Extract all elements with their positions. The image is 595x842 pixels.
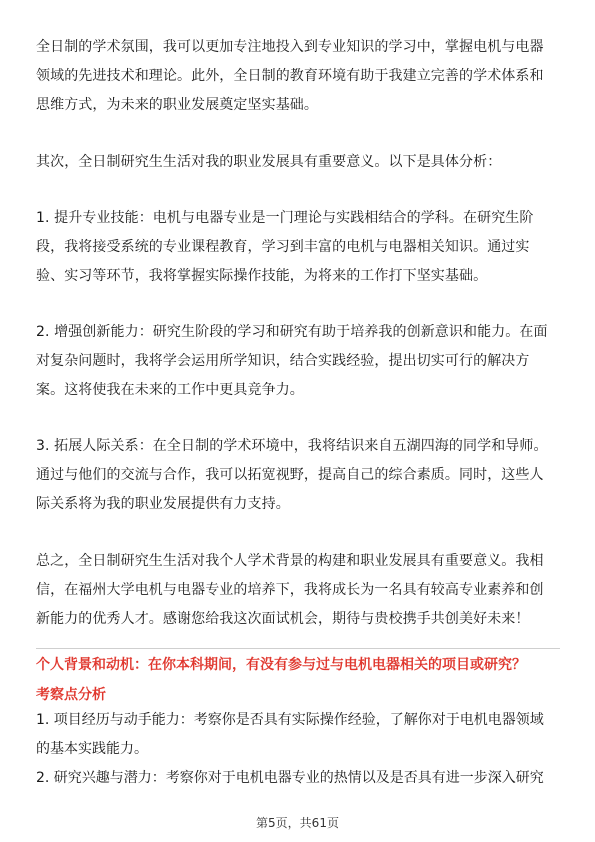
paragraph-point-3 [36,432,560,519]
section-divider [36,648,560,649]
text-line: 验、实习等环节，我将掌握实际操作技能，为将来的工作打下坚实基础。 [36,268,488,284]
text-line: 3. 拓展人际关系：在全日制的学术环境中，我将结识来自五湖四海的同学和导师。 [36,438,548,454]
text-line: 全日制的学术氛围，我可以更加专注地投入到专业知识的学习中，掌握电机与电器 [36,39,544,55]
text-line: 总之，全日制研究生生活对我个人学术背景的构建和职业发展具有重要意义。我相 [36,553,544,569]
analysis-list [36,706,560,793]
text-line: 其次，全日制研究生生活对我的职业发展具有重要意义。以下是具体分析： [36,154,502,170]
paragraph-point-2 [36,318,560,405]
text-line: 际关系将为我的职业发展提供有力支持。 [36,496,290,512]
paragraph-secondly [36,148,560,177]
text-line: 通过与他们的交流与合作，我可以拓宽视野，提高自己的综合素质。同时，这些人 [36,467,544,483]
text-line: 段，我将接受系统的专业课程教育，学习到丰富的电机与电器相关知识。通过实 [36,239,530,255]
paragraph-point-1 [36,204,560,291]
text-line: 领域的先进技术和理论。此外，全日制的教育环境有助于我建立完善的学术体系和 [36,68,544,84]
paragraph-conclusion [36,547,560,634]
text-line: 1. 提升专业技能：电机与电器专业是一门理论与实践相结合的学科。在研究生阶 [36,210,534,226]
text-line: 案。这将使我在未来的工作中更具竞争力。 [36,382,304,398]
page-number-footer: 第5页，共61页 [256,816,339,830]
paragraph-intro-continued [36,33,560,120]
text-line: 信，在福州大学电机与电器专业的培养下，我将成长为一名具有较高专业素养和创 [36,582,544,598]
text-line: 2. 增强创新能力：研究生阶段的学习和研究有助于培养我的创新意识和能力。在面 [36,324,548,340]
analysis-line: 1. 项目经历与动手能力：考察你是否具有实际操作经验，了解你对于电机电器领域 [36,712,544,728]
text-line: 新能力的优秀人才。感谢您给我这次面试机会，期待与贵校携手共创美好未来！ [36,611,530,627]
text-line: 思维方式，为未来的职业发展奠定坚实基础。 [36,97,318,113]
text-line: 对复杂问题时，我将学会运用所学知识，结合实践经验，提出切实可行的解决方 [36,353,530,369]
analysis-line: 的基本实践能力。 [36,741,148,757]
question-heading: 个人背景和动机：在你本科期间，有没有参与过与电机电器相关的项目或研究？ [36,657,526,673]
analysis-heading: 考察点分析 [36,687,106,703]
analysis-line: 2. 研究兴趣与潜力：考察你对于电机电器专业的热情以及是否具有进一步深入研究 [36,770,544,786]
